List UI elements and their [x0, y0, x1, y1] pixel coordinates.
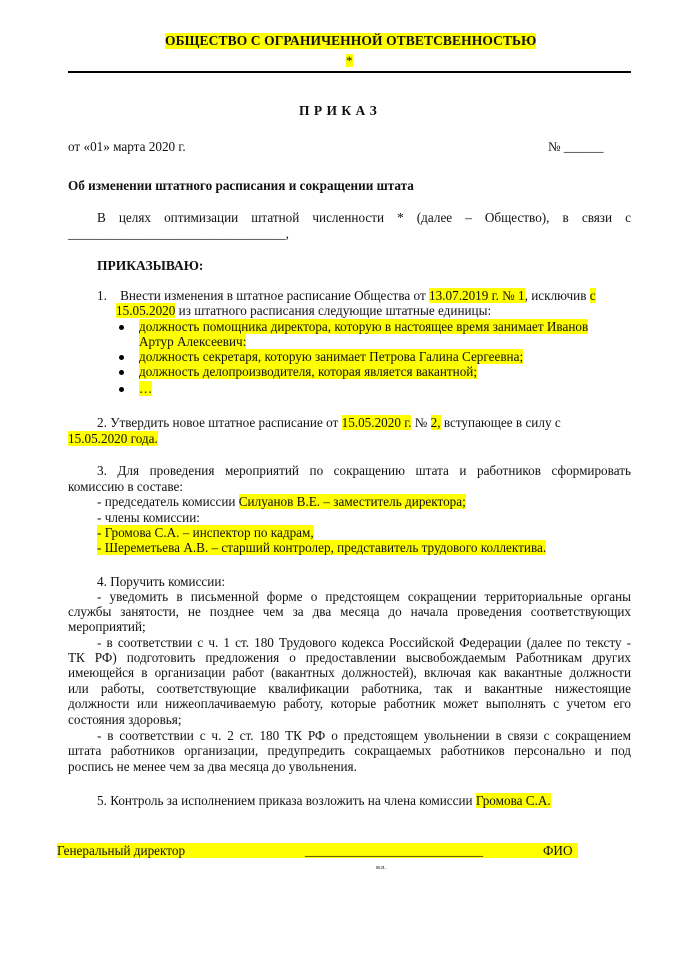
- item3-line-1: 3. Для проведения мероприятий по сокращению штата и работников сформировать: [97, 463, 631, 478]
- item2-line-1: [97, 415, 561, 430]
- item1-exclude-date: 15.05.2020: [116, 303, 176, 318]
- item5-text: 5. Контроль за исполнением приказа возложить на члена комиссии: [97, 793, 476, 808]
- item4-line-4: мероприятий;: [68, 619, 146, 634]
- item4-line-5: - в соответствии с ч. 1 ст. 180 Трудового кодекса Российской Федерации (далее по тексту -: [97, 635, 631, 650]
- item4-line-10: состояния здоровья;: [68, 712, 182, 727]
- item2-text-a: 2. Утвердить новое штатное расписание от: [97, 415, 342, 430]
- bullet-item-1: должность помощника директора, которую в настоящее время занимает Иванов: [139, 319, 589, 334]
- commission-member-1: - Громова С.А. – инспектор по кадрам,: [97, 525, 314, 540]
- header-rule: [68, 71, 631, 73]
- signature-position: Генеральный директор: [57, 843, 186, 858]
- bullet-icon: [119, 325, 124, 330]
- item1-line-1: [97, 288, 596, 303]
- item4-line-13: роспись не менее чем за два месяца до увольнения.: [68, 759, 357, 774]
- item2-effective-date: 15.05.2020 года.: [68, 431, 158, 446]
- item4-line-8: или работы, соответствующие квалификации работника, так и вакантные нижестоящие: [68, 681, 631, 696]
- preamble-line-1: В целях оптимизации штатной численности * (далее – Общество), в связи с: [97, 210, 631, 225]
- item3-line-2: комиссию в составе:: [68, 479, 183, 494]
- item1-line-2: [116, 303, 491, 318]
- organization-name: ОБЩЕСТВО С ОГРАНИЧЕННОЙ ОТВЕТСВЕННОСТЬЮ: [165, 33, 537, 48]
- bullet-item-4: …: [139, 381, 153, 396]
- commission-chair: [97, 494, 466, 509]
- bullet-item-2: должность секретаря, которую занимает Петрова Галина Сергеевна;: [139, 349, 524, 364]
- bullet-item-1-continued: Артур Алексеевич:: [139, 334, 247, 349]
- stamp-place: м.п.: [376, 865, 387, 871]
- order-number: № ______: [548, 139, 604, 154]
- item5-line: [97, 793, 551, 808]
- order-subject: Об изменении штатного расписания и сокращении штата: [68, 178, 414, 193]
- commission-member-2: - Шереметьева А.В. – старший контролер, представитель трудового коллектива.: [97, 540, 547, 555]
- item1-text-d: из штатного расписания следующие штатные единицы:: [175, 303, 492, 318]
- preamble-line-2: _________________________________,: [68, 226, 289, 241]
- commission-chair-name: Силуанов В.Е. – заместитель директора;: [238, 494, 466, 509]
- item4-line-7: имеющейся в организации работ (вакантных должностей), включая как вакантные должности: [68, 665, 631, 680]
- item1-text-b: , исключив: [524, 288, 590, 303]
- bullet-icon: [119, 370, 124, 375]
- item1-old-schedule: 13.07.2019 г. № 1: [429, 288, 525, 303]
- commission-members-label: - члены комиссии:: [97, 510, 200, 525]
- item5-responsible: Громова С.А.: [475, 793, 551, 808]
- bullet-icon: [119, 355, 124, 360]
- item1-text-c: с: [589, 288, 596, 303]
- signature-blank: ___________________________: [305, 843, 484, 858]
- item4-line-3: службы занятости, не позднее чем за два месяца до начала проведения соответствующих: [68, 604, 631, 619]
- item1-text-a: 1. Внести изменения в штатное расписание Общества от: [97, 288, 430, 303]
- signature-fio: ФИО: [543, 843, 573, 858]
- document-title: П Р И К А З: [299, 103, 378, 118]
- item4-line-6: ТК РФ) подготовить предложения о предоставлении высвобождаемым Работникам других: [68, 650, 631, 665]
- item2-text-c: вступающее в силу с: [440, 415, 561, 430]
- order-date: от «01» марта 2020 г.: [68, 139, 186, 154]
- organization-asterisk: *: [346, 53, 353, 68]
- item4-line-9: должности или нижеоплачиваемую работу, которые работник может выполнять с учетом его: [68, 696, 631, 711]
- item4-line-11: - в соответствии с ч. 2 ст. 180 ТК РФ о предстоящем увольнении в связи с сокращением: [97, 728, 631, 743]
- item4-line-1: 4. Поручить комиссии:: [97, 574, 226, 589]
- bullet-item-3: должность делопроизводителя, которая является вакантной;: [139, 364, 478, 379]
- item2-schedule-number: 2,: [430, 415, 441, 430]
- item2-new-schedule-date: 15.05.2020 г.: [341, 415, 412, 430]
- order-word: ПРИКАЗЫВАЮ:: [97, 258, 204, 273]
- commission-chair-label: - председатель комиссии: [97, 494, 239, 509]
- bullet-icon: [119, 387, 124, 392]
- item4-line-12: штата работников организации, предупредить сокращаемых работников персонально и под: [68, 743, 631, 758]
- item4-line-2: - уведомить в письменной форме о предстоящем сокращении территориальные органы: [97, 589, 631, 604]
- item2-text-b: №: [411, 415, 431, 430]
